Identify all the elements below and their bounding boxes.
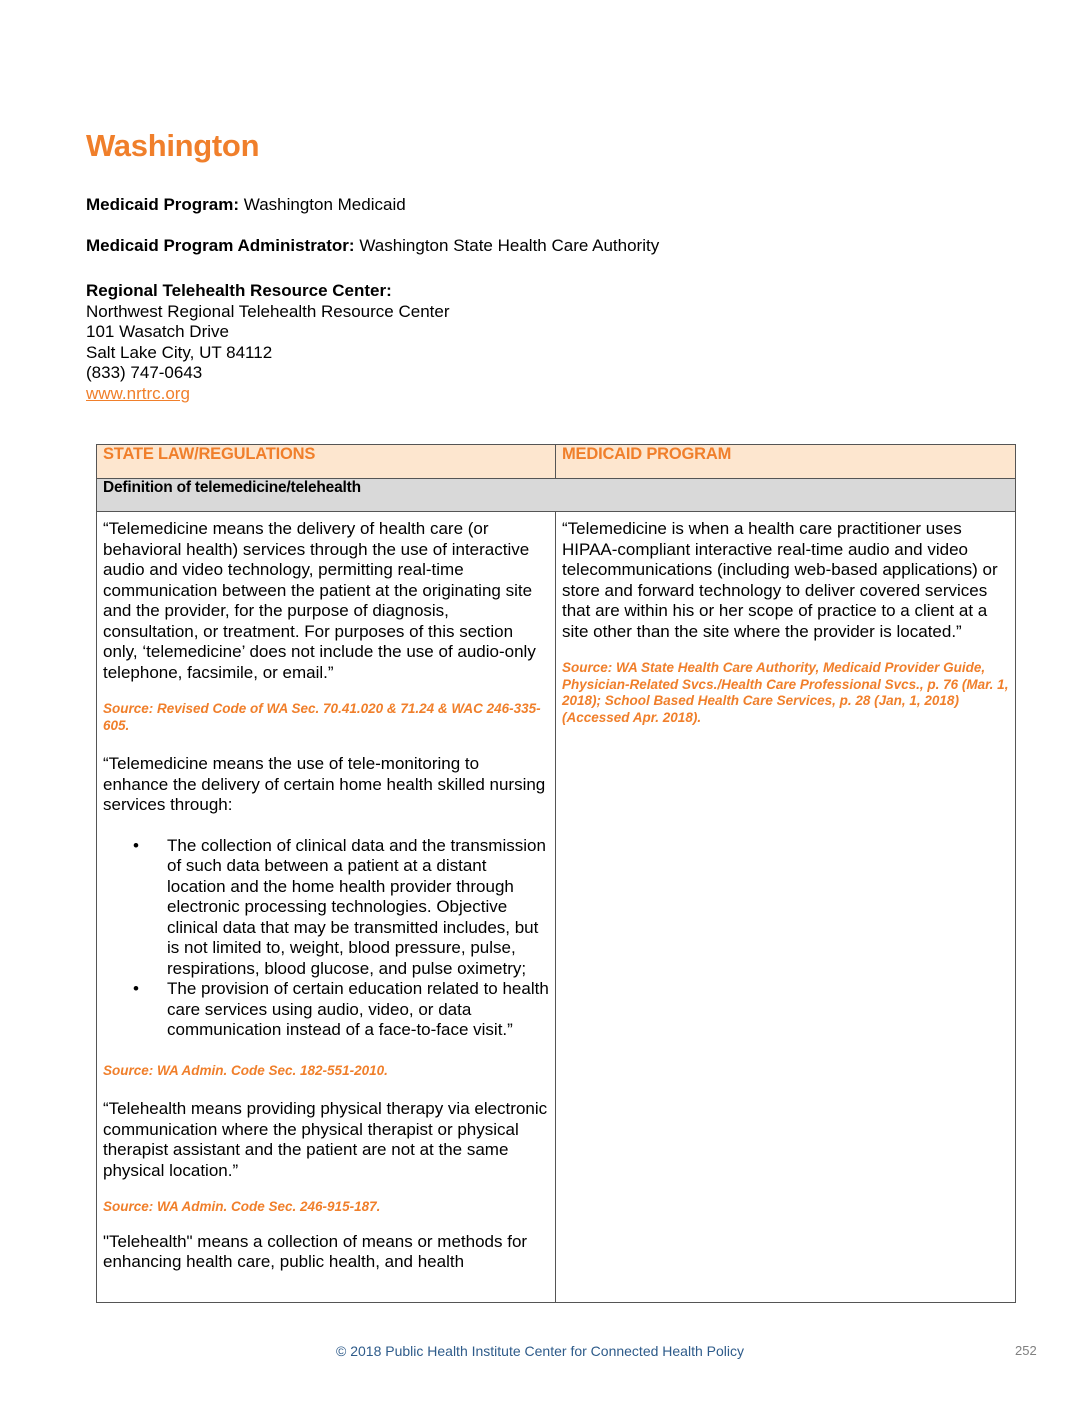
- section-title: Definition of telemedicine/telehealth: [97, 479, 1016, 512]
- medicaid-program-label: Medicaid Program:: [86, 195, 240, 214]
- state-law-source-1: Source: Revised Code of WA Sec. 70.41.020 & 71.24 & WAC 246-335-605.: [103, 701, 541, 733]
- state-law-source-2: Source: WA Admin. Code Sec. 182-551-2010.: [103, 1062, 388, 1078]
- footer-copyright: © 2018 Public Health Institute Center for Connected Health Policy: [336, 1343, 744, 1359]
- section-row: [97, 479, 1016, 512]
- list-item: [133, 835, 549, 980]
- column-header-medicaid: MEDICAID PROGRAM: [556, 445, 1016, 479]
- state-law-source-3: Source: WA Admin. Code Sec. 246-915-187.: [103, 1199, 381, 1214]
- resource-center-address-line2: Salt Lake City, UT 84112: [86, 342, 273, 362]
- list-item-text: The provision of certain education related to health care services using audio, video, or data communication instead of a face-to-face visit.”: [167, 979, 549, 1039]
- list-item: [133, 979, 549, 1041]
- state-law-bullet-list: [103, 836, 549, 1041]
- table-header-row: [97, 445, 1016, 479]
- program-administrator: [86, 236, 659, 257]
- resource-center: [86, 281, 450, 404]
- program-administrator-value: Washington State Health Care Authority: [359, 236, 660, 255]
- list-item-text: The collection of clinical data and the transmission of such data between a patient at a distant location and the home health provider through electronic processing technologies. Objective clinical data that may be transmitted includes, but is not limited to, weight, blood pressure, pulse, respirations, blood glucose, and pulse oximetry;: [167, 835, 546, 978]
- resource-center-website-link[interactable]: www.nrtrc.org: [86, 383, 190, 403]
- medicaid-definition-1: “Telemedicine is when a health care practitioner uses HIPAA-compliant interactive real-time audio and video telecommunications (including web-based applications) or store and forward technology to deliver covered services that are within his or her scope of practice to a client at a site other than the site where the provider is located.”: [562, 519, 998, 641]
- column-header-state-law: STATE LAW/REGULATIONS: [97, 445, 556, 479]
- page-number: 252: [1015, 1343, 1037, 1358]
- table-row: [97, 512, 1016, 1303]
- state-law-definition-1: “Telemedicine means the delivery of health care (or behavioral health) services through the use of interactive audio and video technology, permitting real-time communication between the patient at the originating site and the provider, for the purpose of diagnosis, consultation, or treatment. For purposes of this section only, ‘telemedicine’ does not include the use of audio-only telephone, facsimile, or email.”: [103, 519, 536, 682]
- resource-center-address-line1: 101 Wasatch Drive: [86, 322, 229, 341]
- resource-center-phone: (833) 747-0643: [86, 363, 203, 382]
- medicaid-program: [86, 195, 406, 216]
- medicaid-source-1: Source: WA State Health Care Authority, Medicaid Provider Guide, Physician-Related Svcs./Health Care Professional Svcs., p. 76 (Mar. 1, 2018); School Based Health Care Services, p. 28 (Jan, 1, 2018) (Accessed Apr. 2018).: [562, 660, 1009, 725]
- state-title: Washington: [86, 128, 260, 163]
- state-law-definition-4: "Telehealth" means a collection of means or methods for enhancing health care, public health, and health: [103, 1231, 528, 1271]
- state-law-definition-2: “Telemedicine means the use of tele-monitoring to enhance the delivery of certain home health skilled nursing services through:: [103, 754, 546, 814]
- resource-center-label: Regional Telehealth Resource Center:: [86, 281, 392, 300]
- medicaid-cell: [556, 512, 1016, 1303]
- program-administrator-label: Medicaid Program Administrator:: [86, 236, 355, 255]
- state-law-cell: [97, 512, 556, 1303]
- bullet-icon: •: [133, 835, 139, 855]
- state-law-definition-3: “Telehealth means providing physical therapy via electronic communication where the physical therapist or physical therapist assistant and the patient are not at the same physical location.”: [103, 1099, 548, 1180]
- resource-center-name: Northwest Regional Telehealth Resource Center: [86, 301, 450, 321]
- medicaid-program-value: Washington Medicaid: [243, 195, 406, 214]
- policy-table: [96, 444, 1016, 1303]
- bullet-icon: •: [133, 979, 139, 998]
